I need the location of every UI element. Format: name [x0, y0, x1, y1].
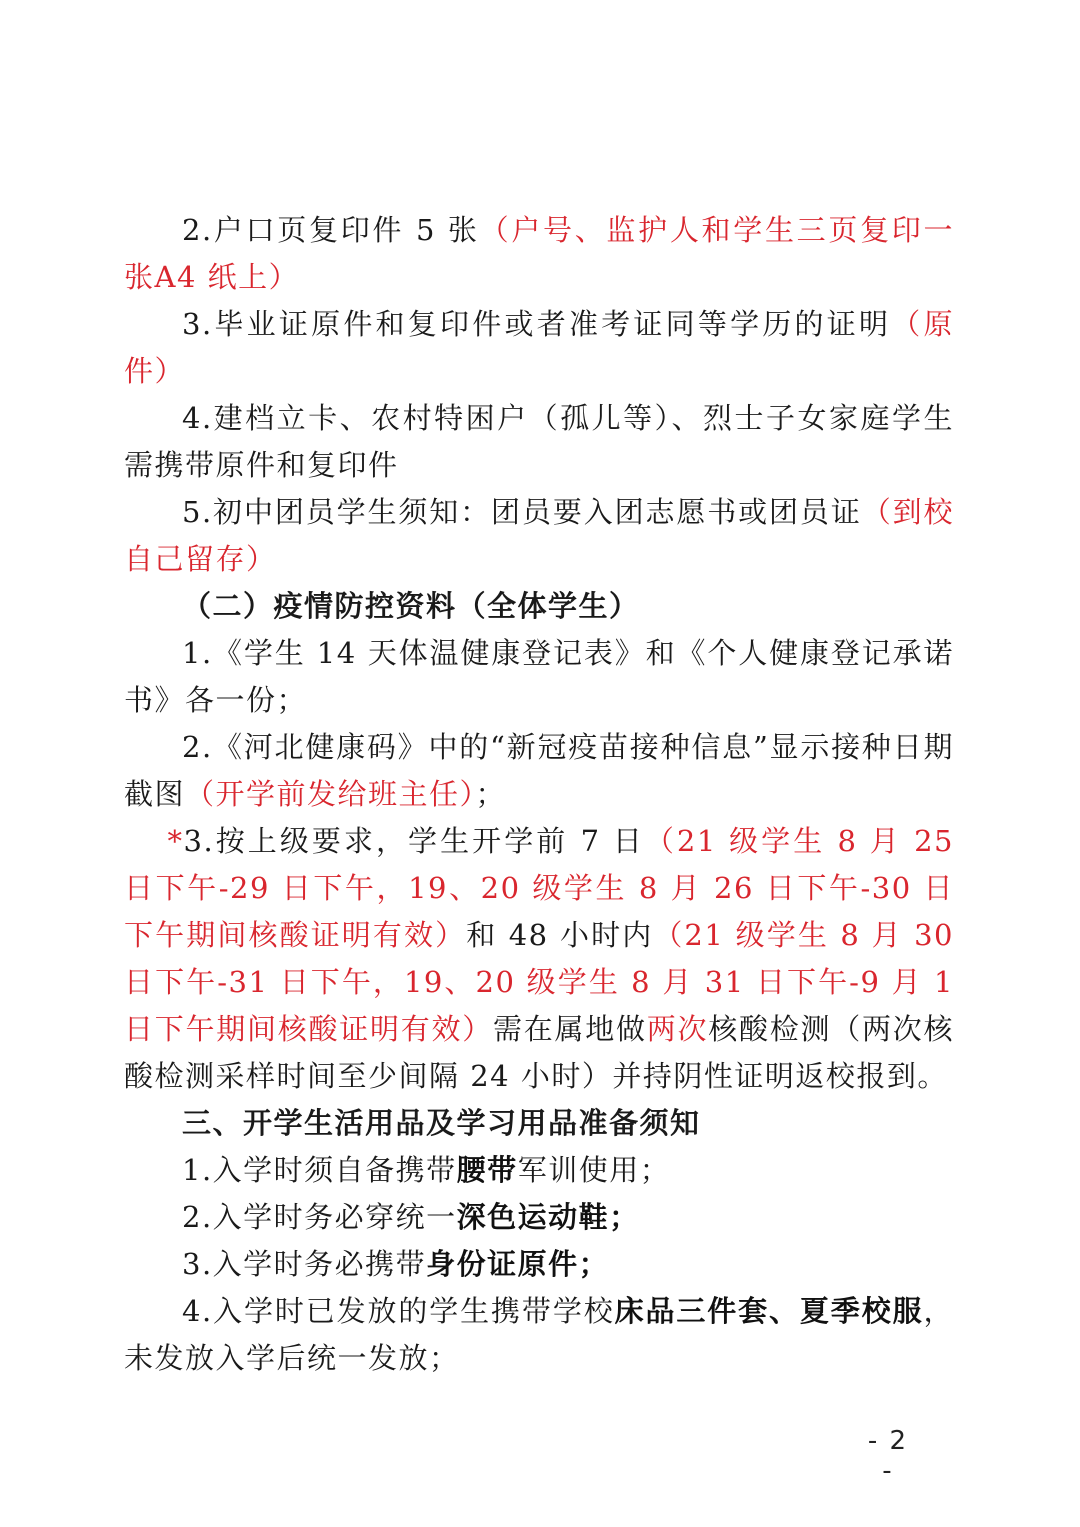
epidemic-item-2-tail: ；	[475, 777, 507, 811]
epidemic-item-3-note-2: （21 级学生 8 月 30 日下午-31 日下午，19、20 级学生 8 月 31 日下午-9 月 1 日下午期间核酸证明有效）	[124, 918, 954, 1046]
supplies-item-4	[124, 1288, 954, 1382]
material-item-5	[124, 489, 954, 583]
epidemic-item-3-note-1: （21 级学生 8 月 25 日下午-29 日下午，19、20 级学生 8 月 26 日下午-30 日下午期间核酸证明有效）	[124, 824, 954, 952]
material-item-4-text: 4.建档立卡、农村特困户（孤儿等）、烈士子女家庭学生需携带原件和复印件	[124, 401, 954, 482]
material-item-5-text: 5.初中团员学生须知：团员要入团志愿书或团员证	[182, 495, 862, 529]
supplies-item-1-bold: 腰带	[456, 1153, 518, 1187]
epidemic-item-2	[124, 724, 954, 818]
epidemic-item-2-note: （开学前发给班主任）	[185, 777, 476, 811]
supplies-item-3	[124, 1241, 954, 1288]
supplies-item-1-tail: 军训使用；	[517, 1153, 671, 1187]
epidemic-item-1: 1.《学生 14 天体温健康登记表》和《个人健康登记承诺书》各一份；	[124, 636, 954, 717]
document-body	[124, 207, 954, 1382]
epidemic-heading: （二）疫情防控资料（全体学生）	[182, 589, 640, 623]
supplies-item-1	[124, 1147, 954, 1194]
material-item-4	[124, 395, 954, 489]
epidemic-item-3-mid: 和 48 小时内	[466, 918, 654, 952]
supplies-item-2	[124, 1194, 954, 1241]
supplies-item-4-tail: ，未发放入学后统一发放；	[124, 1294, 954, 1375]
supplies-item-3-bold: 身份证原件；	[426, 1247, 610, 1281]
supplies-item-2-bold: 深色运动鞋；	[456, 1200, 640, 1234]
supplies-item-1-pre: 1.入学时须自备携带	[182, 1153, 457, 1187]
epidemic-item-3	[124, 818, 954, 1100]
epidemic-item-3-pre: 需在属地做	[492, 1012, 647, 1046]
supplies-item-2-pre: 2.入学时务必穿统一	[182, 1200, 457, 1234]
material-item-5-note: （到校自己留存）	[124, 495, 954, 576]
epidemic-item-3-emphasis: 两次	[646, 1012, 709, 1046]
material-item-2-text: 2.户口页复印件 5 张	[182, 213, 480, 247]
supplies-heading: 三、开学生活用品及学习用品准备须知	[182, 1106, 701, 1140]
supplies-item-3-pre: 3.入学时务必携带	[182, 1247, 427, 1281]
material-item-2	[124, 207, 954, 301]
material-item-3-text: 3.毕业证原件和复印件或者准考证同等学历的证明	[182, 307, 892, 341]
material-item-2-note: （户号、监护人和学生三页复印一张A4 纸上）	[124, 213, 954, 294]
epidemic-item-3-text: 3.按上级要求，学生开学前 7 日	[183, 824, 645, 858]
supplies-item-4-pre: 4.入学时已发放的学生携带学校	[182, 1294, 615, 1328]
material-item-3	[124, 301, 954, 395]
material-item-3-note: （原件）	[124, 307, 954, 388]
epidemic-item-3-star: *	[167, 824, 184, 858]
supplies-item-4-bold: 床品三件套、夏季校服	[614, 1294, 924, 1328]
epidemic-item-2-text: 2.《河北健康码》中的“新冠疫苗接种信息”显示接种日期截图	[124, 730, 954, 811]
page-number: - 2 -	[867, 1426, 909, 1486]
epidemic-item-3-tail: 核酸检测（两次核酸检测采样时间至少间隔 24 小时）并持阴性证明返校报到。	[124, 1012, 954, 1093]
